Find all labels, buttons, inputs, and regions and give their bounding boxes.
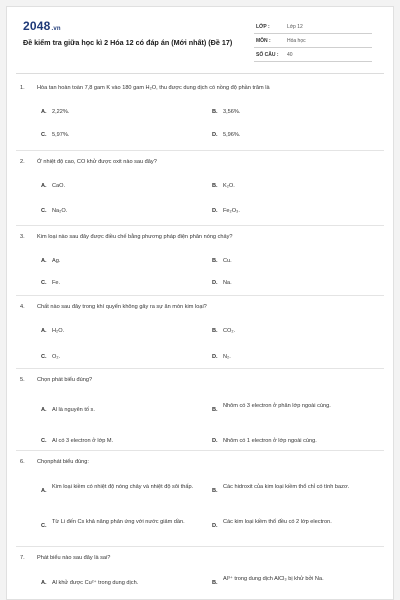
option-text: Fe. (52, 280, 61, 286)
option-text: CaO. (52, 183, 66, 189)
option-letter: B. (212, 580, 218, 586)
option-letter: B. (212, 488, 218, 494)
option-letter: B. (212, 328, 218, 334)
option-text: O₂. (52, 354, 61, 360)
question-number: 2. (20, 159, 25, 165)
question-separator (16, 225, 384, 226)
option-letter: D. (212, 132, 218, 138)
meta-row-count: SỐ CÂU : 40 (254, 49, 372, 62)
option-text: Ag. (52, 258, 61, 264)
document-page (6, 6, 394, 600)
document-title: Đề kiểm tra giữa học kì 2 Hóa 12 có đáp án (Mới nhất) (Đề 17) (23, 38, 233, 47)
option-letter: D. (212, 208, 218, 214)
option-text: 5,96%. (223, 132, 241, 138)
question-separator (16, 450, 384, 451)
option-letter: B. (212, 183, 218, 189)
option-text: Các kim loại kiềm thổ đều có 2 lớp electron. (223, 519, 332, 525)
option-letter: B. (212, 407, 218, 413)
option-letter: A. (41, 109, 47, 115)
question-number: 6. (20, 459, 25, 465)
option-text: 2,22%. (52, 109, 70, 115)
question-number: 3. (20, 234, 25, 240)
option-letter: A. (41, 407, 47, 413)
option-text: Nhôm có 1 electron ở lớp ngoài cùng. (223, 438, 317, 444)
question-number: 4. (20, 304, 25, 310)
option-letter: C. (41, 208, 47, 214)
site-logo[interactable]: 2048.vn (23, 19, 61, 33)
option-letter: D. (212, 438, 218, 444)
option-letter: D. (212, 354, 218, 360)
question-text: Phát biểu nào sau đây là sai? (37, 555, 111, 561)
question-text: Hòa tan hoàn toàn 7,8 gam K vào 180 gam H₂O, thu được dung dịch có nồng độ phần trăm là (37, 85, 270, 91)
option-letter: C. (41, 523, 47, 529)
question-number: 7. (20, 555, 25, 561)
question-text: Chọnphát biểu đúng: (37, 459, 89, 465)
option-letter: A. (41, 328, 47, 334)
option-text: 5,97%. (52, 132, 70, 138)
option-letter: A. (41, 258, 47, 264)
option-text: Al có 3 electron ở lớp M. (52, 438, 114, 444)
option-letter: D. (212, 523, 218, 529)
option-letter: A. (41, 183, 47, 189)
question-text: Chất nào sau đây trong khí quyển không gây ra sự ăn mòn kim loại? (37, 304, 207, 310)
option-text: K₂O. (223, 183, 235, 189)
option-text: H₂O. (52, 328, 65, 334)
option-text: Nhôm có 3 electron ở phân lớp ngoài cùng. (223, 403, 331, 409)
option-letter: D. (212, 280, 218, 286)
meta-row-subject: MÔN : Hóa học (254, 35, 372, 48)
option-text: Fe₂O₃. (223, 208, 240, 214)
option-text: Na₂O. (52, 208, 68, 214)
option-text: CO₂. (223, 328, 236, 334)
option-text: N₂. (223, 354, 231, 360)
option-letter: C. (41, 280, 47, 286)
option-text: Al³⁺ trong dung dịch AlCl₃ bị khử bởi Na. (223, 576, 324, 582)
question-list (7, 7, 393, 599)
option-text: Các hidroxit của kim loại kiềm thổ chỉ có tính bazơ. (223, 484, 350, 490)
option-letter: C. (41, 438, 47, 444)
question-number: 1. (20, 85, 25, 91)
question-separator (16, 546, 384, 547)
option-text: Từ Li đến Cs khả năng phản ứng với nước giảm dần. (52, 519, 185, 525)
question-text: Chọn phát biểu đúng? (37, 377, 93, 383)
meta-row-class: LỚP : Lớp 12 (254, 21, 372, 34)
option-letter: C. (41, 132, 47, 138)
option-letter: A. (41, 580, 47, 586)
question-separator (16, 295, 384, 296)
option-text: Kim loại kiềm có nhiệt độ nóng chảy và nhiệt độ sôi thấp. (52, 484, 194, 490)
question-text: Kim loại nào sau đây được điều chế bằng phương pháp điện phân nóng chảy? (37, 234, 233, 240)
question-text: Ở nhiệt độ cao, CO khử được oxit nào sau đây? (37, 159, 157, 165)
question-separator (16, 368, 384, 369)
option-letter: A. (41, 488, 47, 494)
option-text: Al khử được Cu²⁺ trong dung dịch. (52, 580, 139, 586)
question-number: 5. (20, 377, 25, 383)
option-letter: B. (212, 258, 218, 264)
option-text: Al là nguyên tố s. (52, 407, 95, 413)
option-text: Na. (223, 280, 232, 286)
option-letter: C. (41, 354, 47, 360)
option-letter: B. (212, 109, 218, 115)
question-separator (16, 150, 384, 151)
option-text: Cu. (223, 258, 232, 264)
option-text: 3,56%. (223, 109, 241, 115)
